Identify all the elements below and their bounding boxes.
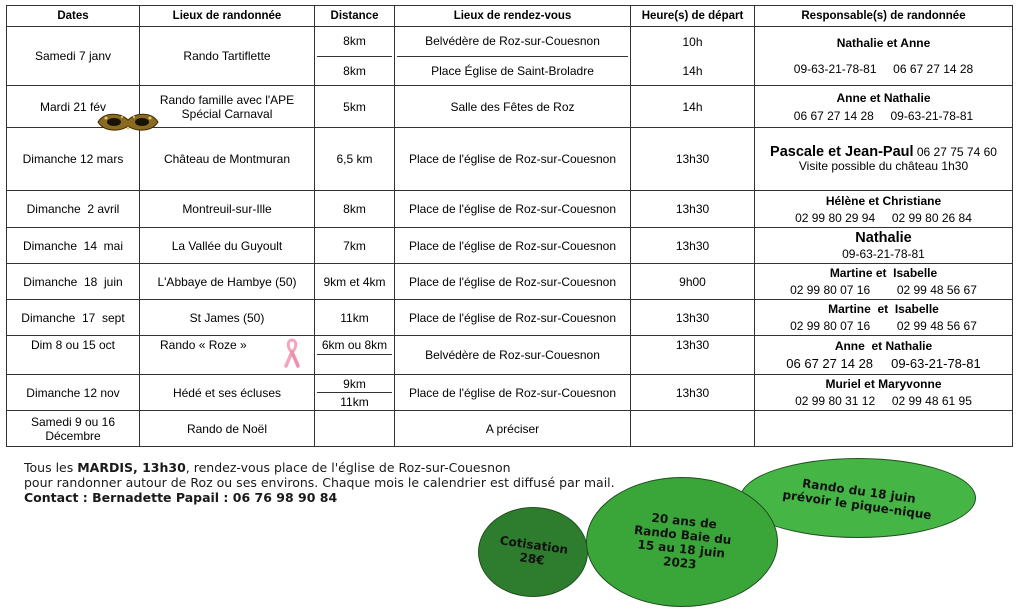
responsable-phones: 02 99 80 07 16 02 99 48 56 67 — [790, 319, 977, 333]
date-cell: Samedi 7 janv — [7, 27, 140, 86]
responsable-phones: 06 67 27 14 28 09-63-21-78-81 — [786, 356, 981, 371]
responsable-phones: 09-63-21-78-81 06 67 27 14 28 — [793, 62, 974, 76]
distance-cell: 9km et 4km — [315, 264, 395, 300]
heure-value: 14h — [682, 63, 703, 78]
header-lieux: Lieux de randonnée — [140, 6, 315, 27]
responsable-name: Martine et Isabelle — [828, 302, 939, 316]
rdv-cell: Belvédère de Roz-sur-Couesnon — [395, 336, 631, 375]
table-row — [7, 336, 1013, 375]
distance-cell — [315, 375, 395, 411]
responsable-cell — [755, 86, 1013, 128]
responsable-phone: 06 27 75 74 60 — [916, 145, 997, 159]
heure-cell: 13h30 — [631, 228, 755, 264]
responsable-cell — [755, 336, 1013, 375]
responsable-name: Nathalie et Anne — [836, 36, 931, 50]
pink-ribbon-icon — [284, 338, 300, 368]
date-cell: Dimanche 18 juin — [7, 264, 140, 300]
distance-cell: 8km — [315, 191, 395, 228]
responsable-name: Anne et Nathalie — [834, 339, 933, 353]
rdv-cell: Place de l'église de Roz-sur-Couesnon — [395, 128, 631, 191]
distance-value: 6km ou 8km — [317, 336, 392, 355]
table-header-row — [7, 6, 1013, 27]
distance-value: 8km — [343, 34, 366, 49]
distance-cell: 11km — [315, 300, 395, 336]
rdv-value: Place Église de Saint-Broladre — [397, 56, 628, 86]
responsable-cell — [755, 264, 1013, 300]
responsable-cell — [755, 300, 1013, 336]
responsable-phones: 02 99 80 07 16 02 99 48 56 67 — [790, 283, 977, 297]
distance-cell — [315, 27, 395, 86]
distance-cell — [315, 411, 395, 447]
heure-value: 10h — [682, 34, 703, 49]
responsable-phones: 02 99 80 29 94 02 99 80 26 84 — [795, 210, 972, 225]
rdv-cell: Salle des Fêtes de Roz — [395, 86, 631, 128]
responsable-name: Pascale et Jean-Paul — [770, 144, 914, 160]
lieu-cell: La Vallée du Guyoult — [140, 228, 315, 264]
heure-cell — [631, 411, 755, 447]
table-row — [7, 27, 1013, 86]
cotisation-bubble: Cotisation 28€ — [478, 507, 588, 597]
distance-cell: 6,5 km — [315, 128, 395, 191]
table-row — [7, 375, 1013, 411]
rdv-cell: Place de l'église de Roz-sur-Couesnon — [395, 264, 631, 300]
date-cell: Mardi 21 fév — [7, 86, 140, 128]
hike-calendar-table — [6, 5, 1013, 447]
lieu-cell: Château de Montmuran — [140, 128, 315, 191]
heure-cell: 13h30 — [631, 300, 755, 336]
table-row — [7, 300, 1013, 336]
heure-cell: 14h — [631, 86, 755, 128]
header-distance: Distance — [315, 6, 395, 27]
lieu-cell: Rando famille avec l'APE Spécial Carnaval — [140, 86, 315, 128]
header-rdv: Lieux de rendez-vous — [395, 6, 631, 27]
header-heure: Heure(s) de départ — [631, 6, 755, 27]
distance-value: 9km — [343, 376, 366, 391]
heure-cell — [631, 27, 755, 86]
distance-value: 11km — [317, 392, 392, 410]
responsable-name: Anne et Nathalie — [836, 90, 931, 105]
date-cell: Dimanche 17 sept — [7, 300, 140, 336]
date-cell: Dimanche 12 nov — [7, 375, 140, 411]
distance-cell: 7km — [315, 228, 395, 264]
rdv-cell: Place de l'église de Roz-sur-Couesnon — [395, 228, 631, 264]
rdv-cell: Place de l'église de Roz-sur-Couesnon — [395, 191, 631, 228]
date-cell: Dimanche 12 mars — [7, 128, 140, 191]
responsable-cell — [755, 128, 1013, 191]
header-responsable: Responsable(s) de randonnée — [755, 6, 1013, 27]
date-cell: Dimanche 2 avril — [7, 191, 140, 228]
table-row — [7, 264, 1013, 300]
responsable-phones: 06 67 27 14 28 09-63-21-78-81 — [793, 108, 974, 123]
rdv-cell: Place de l'église de Roz-sur-Couesnon — [395, 375, 631, 411]
rdv-cell: A préciser — [395, 411, 631, 447]
distance-value: 8km — [317, 56, 392, 86]
heure-cell: 13h30 — [631, 336, 755, 375]
date-cell: Dim 8 ou 15 oct — [7, 336, 140, 375]
responsable-note: Visite possible du château 1h30 — [798, 159, 969, 173]
heure-cell: 13h30 — [631, 375, 755, 411]
responsable-cell — [755, 375, 1013, 411]
header-dates: Dates — [7, 6, 140, 27]
table-row — [7, 128, 1013, 191]
footer-line-2: pour randonner autour de Roz ou ses environs. Chaque mois le calendrier est diffusé par mail. — [24, 475, 615, 490]
responsable-name: Muriel et Maryvonne — [825, 377, 942, 391]
table-row — [7, 411, 1013, 447]
footer-line-1: Tous les MARDIS, 13h30, rendez-vous place de l'église de Roz-sur-Couesnon — [24, 460, 511, 475]
lieu-cell: Rando Tartiflette — [140, 27, 315, 86]
date-cell: Dimanche 14 mai — [7, 228, 140, 264]
responsable-cell — [755, 27, 1013, 86]
lieu-cell: Montreuil-sur-Ille — [140, 191, 315, 228]
tuesday-highlight: MARDIS, 13h30 — [77, 460, 186, 475]
distance-cell — [315, 336, 395, 375]
responsable-name: Hélène et Christiane — [825, 193, 942, 208]
responsable-name: Martine et Isabelle — [829, 266, 938, 280]
date-cell: Samedi 9 ou 16 Décembre — [7, 411, 140, 447]
table-row — [7, 228, 1013, 264]
lieu-cell: Rando de Noël — [140, 411, 315, 447]
responsable-phones: 02 99 80 31 12 02 99 48 61 95 — [795, 394, 972, 408]
anniversary-bubble: 20 ans de Rando Baie du 15 au 18 juin 2023 — [586, 477, 778, 607]
lieu-cell: Rando « Roze » — [140, 336, 315, 375]
carnival-mask-icon — [96, 108, 160, 136]
heure-cell: 9h00 — [631, 264, 755, 300]
responsable-cell — [755, 411, 1013, 447]
responsable-phones: 09-63-21-78-81 — [842, 246, 925, 261]
lieu-cell: St James (50) — [140, 300, 315, 336]
lieu-cell: L'Abbaye de Hambye (50) — [140, 264, 315, 300]
heure-cell: 13h30 — [631, 128, 755, 191]
distance-cell: 5km — [315, 86, 395, 128]
rdv-cell — [395, 27, 631, 86]
footer-info — [24, 460, 615, 505]
rdv-cell: Place de l'église de Roz-sur-Couesnon — [395, 300, 631, 336]
rdv-value: Belvédère de Roz-sur-Couesnon — [425, 34, 600, 49]
responsable-cell — [755, 191, 1013, 228]
rando-juin-bubble: Rando du 18 juin prévoir le pique-nique — [740, 458, 976, 538]
responsable-cell — [755, 228, 1013, 264]
contact-line: Contact : Bernadette Papail : 06 76 98 90 84 — [24, 490, 338, 505]
heure-cell: 13h30 — [631, 191, 755, 228]
table-row — [7, 191, 1013, 228]
lieu-cell: Hédé et ses écluses — [140, 375, 315, 411]
responsable-name: Nathalie — [855, 229, 912, 246]
